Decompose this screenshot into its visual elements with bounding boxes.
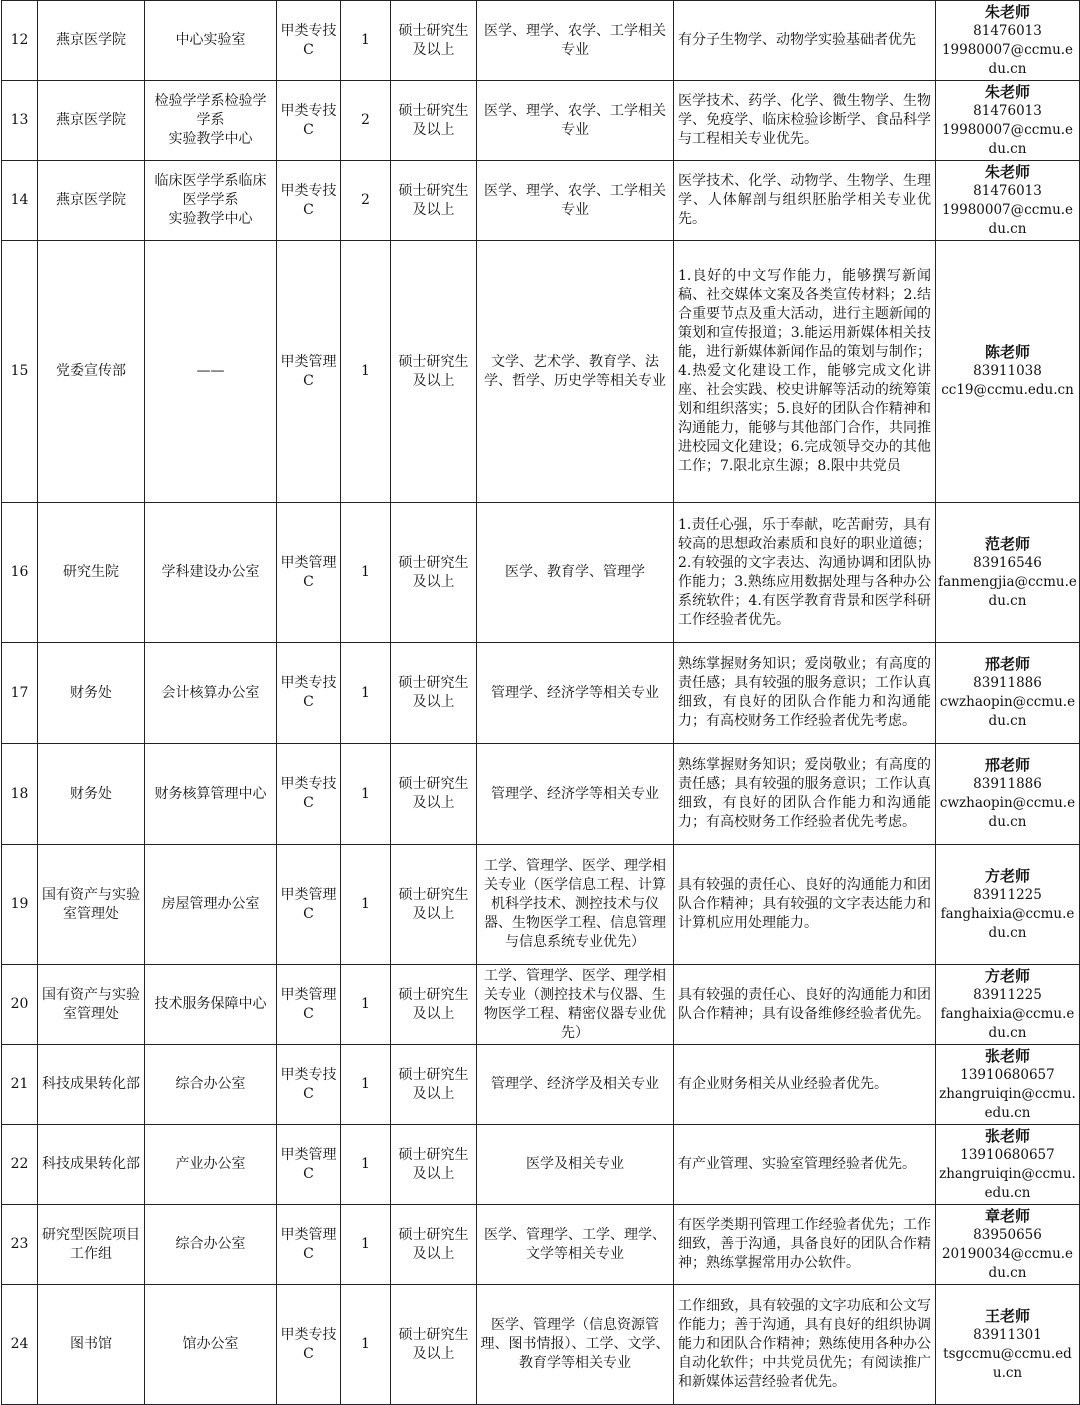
position-category: 甲类专技C [277, 643, 341, 744]
position-category: 甲类管理C [277, 241, 341, 503]
headcount: 1 [341, 744, 391, 845]
other-requirements: 有医学类期刊管理工作经验者优先；工作细致，善于沟通，具备良好的团队合作精神；熟练掌握常用办公软件。 [674, 1205, 936, 1285]
headcount: 1 [341, 1285, 391, 1405]
row-number: 13 [2, 81, 38, 161]
contact-email[interactable]: zhangruiqin@ccmu.edu.cn [939, 1085, 1076, 1121]
other-requirements: 具有较强的责任心、良好的沟通能力和团队合作精神；具有较强的文字表达能力和计算机应用处理能力。 [674, 845, 936, 965]
other-requirements: 有产业管理、实验室管理经验者优先。 [674, 1125, 936, 1205]
education-requirement: 硕士研究生及以上 [391, 965, 477, 1045]
hiring-unit: 研究生院 [38, 503, 145, 643]
other-requirements: 医学技术、药学、化学、微生物学、生物学、免疫学、临床检验诊断学、食品科学与工程相关专业优先。 [674, 81, 936, 161]
hiring-unit: 国有资产与实验室管理处 [38, 845, 145, 965]
education-requirement: 硕士研究生及以上 [391, 81, 477, 161]
contact-name: 朱老师 [984, 2, 1030, 21]
contact-name: 朱老师 [984, 82, 1030, 101]
hiring-unit: 党委宣传部 [38, 241, 145, 503]
position-category: 甲类专技C [277, 1285, 341, 1405]
contact-name: 方老师 [984, 966, 1030, 985]
position-category: 甲类管理C [277, 1205, 341, 1285]
contact-phone: 83911886 [973, 675, 1042, 691]
department: 房屋管理办公室 [145, 845, 277, 965]
table-body [2, 1, 1080, 1405]
headcount: 1 [341, 1, 391, 81]
major-requirement: 管理学、经济学等相关专业 [477, 744, 674, 845]
other-requirements: 有分子生物学、动物学实验基础者优先 [674, 1, 936, 81]
major-requirement: 管理学、经济学等相关专业 [477, 643, 674, 744]
education-requirement: 硕士研究生及以上 [391, 241, 477, 503]
education-requirement: 硕士研究生及以上 [391, 744, 477, 845]
position-category: 甲类管理C [277, 845, 341, 965]
contact-cell [936, 1, 1080, 81]
other-requirements: 具有较强的责任心、良好的沟通能力和团队合作精神；具有设备维修经验者优先。 [674, 965, 936, 1045]
position-category: 甲类专技C [277, 81, 341, 161]
row-number: 17 [2, 643, 38, 744]
major-requirement: 医学、管理学、工学、理学、文学等相关专业 [477, 1205, 674, 1285]
position-category: 甲类专技C [277, 744, 341, 845]
hiring-unit: 财务处 [38, 643, 145, 744]
row-number: 12 [2, 1, 38, 81]
table-row [2, 965, 1080, 1045]
major-requirement: 医学、理学、农学、工学相关专业 [477, 161, 674, 241]
headcount: 2 [341, 81, 391, 161]
contact-phone: 83911038 [973, 363, 1042, 379]
other-requirements: 有企业财务相关从业经验者优先。 [674, 1045, 936, 1125]
contact-phone: 83916546 [973, 554, 1042, 571]
department: 技术服务保障中心 [145, 965, 277, 1045]
major-requirement: 医学、理学、农学、工学相关专业 [477, 81, 674, 161]
hiring-unit: 研究型医院项目工作组 [38, 1205, 145, 1285]
row-number: 15 [2, 241, 38, 503]
contact-phone: 83911886 [973, 776, 1042, 792]
major-requirement: 医学、管理学（信息资源管理、图书情报）、工学、文学、教育学等相关专业 [477, 1285, 674, 1405]
contact-name: 王老师 [984, 1306, 1030, 1325]
hiring-unit: 燕京医学院 [38, 1, 145, 81]
contact-cell [936, 81, 1080, 161]
department: 学科建设办公室 [145, 503, 277, 643]
table-row [2, 1205, 1080, 1285]
contact-name: 朱老师 [984, 162, 1030, 181]
table-row [2, 1125, 1080, 1205]
contact-cell [936, 845, 1080, 965]
row-number: 19 [2, 845, 38, 965]
major-requirement: 医学、理学、农学、工学相关专业 [477, 1, 674, 81]
education-requirement: 硕士研究生及以上 [391, 1205, 477, 1285]
major-requirement: 医学及相关专业 [477, 1125, 674, 1205]
hiring-unit: 国有资产与实验室管理处 [38, 965, 145, 1045]
headcount: 1 [341, 503, 391, 643]
contact-phone: 13910680657 [960, 1146, 1055, 1163]
hiring-unit: 科技成果转化部 [38, 1125, 145, 1205]
contact-phone: 81476013 [973, 22, 1042, 39]
contact-name: 张老师 [984, 1126, 1030, 1145]
education-requirement: 硕士研究生及以上 [391, 1045, 477, 1125]
education-requirement: 硕士研究生及以上 [391, 1285, 477, 1405]
table-row [2, 643, 1080, 744]
row-number: 23 [2, 1205, 38, 1285]
major-requirement: 工学、管理学、医学、理学相关专业（医学信息工程、计算机科学技术、测控技术与仪器、生物医学工程、信息管理与信息系统专业优先） [477, 845, 674, 965]
department: 中心实验室 [145, 1, 277, 81]
position-category: 甲类专技C [277, 1045, 341, 1125]
position-category: 甲类专技C [277, 161, 341, 241]
contact-email[interactable]: cwzhaopin@ccmu.edu.cn [939, 694, 1076, 729]
department: 财务核算管理中心 [145, 744, 277, 845]
other-requirements: 1.责任心强，乐于奉献，吃苦耐劳，具有较高的思想政治素质和良好的职业道德；2.有较强的文字表达、沟通协调和团队协作能力；3.熟练应用数据处理与各种办公系统软件；4.有医学教育背景和医学科研工作经验者优先。 [674, 503, 936, 643]
education-requirement: 硕士研究生及以上 [391, 161, 477, 241]
education-requirement: 硕士研究生及以上 [391, 845, 477, 965]
contact-email[interactable]: tsgccmu@ccmu.edu.cn [943, 1345, 1072, 1381]
contact-cell [936, 1125, 1080, 1205]
contact-cell [936, 1205, 1080, 1285]
table-row [2, 1285, 1080, 1405]
table-row [2, 744, 1080, 845]
headcount: 1 [341, 845, 391, 965]
other-requirements: 熟练掌握财务知识；爱岗敬业；有高度的责任感；具有较强的服务意识；工作认真细致，有良好的团队合作能力和沟通能力；有高校财务工作经验者优先考虑。 [674, 744, 936, 845]
row-number: 16 [2, 503, 38, 643]
contact-cell [936, 744, 1080, 845]
contact-email[interactable]: 19980007@ccmu.edu.cn [941, 121, 1074, 157]
contact-name: 邢老师 [984, 655, 1030, 673]
contact-name: 方老师 [984, 866, 1030, 885]
department: 馆办公室 [145, 1285, 277, 1405]
contact-email[interactable]: 19980007@ccmu.edu.cn [941, 41, 1074, 77]
contact-cell [936, 965, 1080, 1045]
department: 产业办公室 [145, 1125, 277, 1205]
department: —— [145, 241, 277, 503]
headcount: 2 [341, 161, 391, 241]
headcount: 1 [341, 241, 391, 503]
contact-phone: 13910680657 [960, 1066, 1055, 1083]
headcount: 1 [341, 1205, 391, 1285]
contact-email[interactable]: fanmengjia@ccmu.edu.cn [938, 573, 1077, 609]
contact-email[interactable]: cwzhaopin@ccmu.edu.cn [939, 795, 1076, 830]
row-number: 14 [2, 161, 38, 241]
contact-name: 张老师 [984, 1046, 1030, 1065]
contact-email[interactable]: fanghaixia@ccmu.edu.cn [940, 905, 1075, 941]
contact-cell [936, 643, 1080, 744]
contact-phone: 83911301 [973, 1326, 1042, 1343]
hiring-unit: 财务处 [38, 744, 145, 845]
contact-cell [936, 1045, 1080, 1125]
other-requirements: 熟练掌握财务知识；爱岗敬业；有高度的责任感；具有较强的服务意识；工作认真细致，有良好的团队合作能力和沟通能力；有高校财务工作经验者优先考虑。 [674, 643, 936, 744]
contact-name: 邢老师 [984, 756, 1030, 774]
contact-cell [936, 503, 1080, 643]
position-category: 甲类专技C [277, 1, 341, 81]
contact-email[interactable]: zhangruiqin@ccmu.edu.cn [939, 1165, 1076, 1201]
contact-phone: 83911225 [973, 886, 1042, 903]
education-requirement: 硕士研究生及以上 [391, 1125, 477, 1205]
row-number: 18 [2, 744, 38, 845]
table-row [2, 845, 1080, 965]
contact-name: 陈老师 [984, 343, 1030, 361]
other-requirements: 1.良好的中文写作能力，能够撰写新闻稿、社交媒体文案及各类宣传材料；2.结合重要节点及重大活动，进行主题新闻的策划和宣传报道；3.能运用新媒体相关技能，进行新媒体新闻作品的策划与制作；4.热爱文化建设工作，能够完成文化讲座、社会实践、校史讲解等活动的统筹策划和组织落实；5.良好的团队合作精神和沟通能力，能够与其他部门合作，共同推进校园文化建设；6.完成领导交办的其他工作；7.限北京生源；8.限中共党员 [674, 241, 936, 503]
position-category: 甲类管理C [277, 965, 341, 1045]
hiring-unit: 燕京医学院 [38, 161, 145, 241]
row-number: 20 [2, 965, 38, 1045]
contact-cell [936, 161, 1080, 241]
table-row [2, 503, 1080, 643]
table-row [2, 161, 1080, 241]
headcount: 1 [341, 1045, 391, 1125]
table-row [2, 81, 1080, 161]
row-number: 24 [2, 1285, 38, 1405]
department: 临床医学学系临床医学学系 实验教学中心 [145, 161, 277, 241]
education-requirement: 硕士研究生及以上 [391, 643, 477, 744]
headcount: 1 [341, 965, 391, 1045]
table-row [2, 1, 1080, 81]
recruitment-table [1, 0, 1080, 1405]
other-requirements: 工作细致，具有较强的文字功底和公文写作能力；善于沟通，具有良好的组织协调能力和团队合作精神；熟练使用各种办公自动化软件；中共党员优先；有阅读推广和新媒体运营经验者优先。 [674, 1285, 936, 1405]
position-category: 甲类管理C [277, 1125, 341, 1205]
contact-name: 范老师 [984, 534, 1030, 553]
contact-cell [936, 241, 1080, 503]
headcount: 1 [341, 1125, 391, 1205]
hiring-unit: 燕京医学院 [38, 81, 145, 161]
contact-cell [936, 1285, 1080, 1405]
contact-phone: 81476013 [973, 102, 1042, 119]
contact-email[interactable]: 19980007@ccmu.edu.cn [941, 201, 1074, 237]
position-category: 甲类管理C [277, 503, 341, 643]
contact-phone: 83950656 [973, 1226, 1042, 1243]
major-requirement: 文学、艺术学、教育学、法学、哲学、历史学等相关专业 [477, 241, 674, 503]
row-number: 22 [2, 1125, 38, 1205]
contact-phone: 83911225 [973, 986, 1042, 1003]
department: 会计核算办公室 [145, 643, 277, 744]
contact-phone: 81476013 [973, 182, 1042, 199]
hiring-unit: 科技成果转化部 [38, 1045, 145, 1125]
other-requirements: 医学技术、化学、动物学、生物学、生理学、人体解剖与组织胚胎学相关专业优先。 [674, 161, 936, 241]
contact-email[interactable]: 20190034@ccmu.edu.cn [941, 1245, 1074, 1281]
hiring-unit: 图书馆 [38, 1285, 145, 1405]
department: 检验学学系检验学学系 实验教学中心 [145, 81, 277, 161]
headcount: 1 [341, 643, 391, 744]
contact-email[interactable]: cc19@ccmu.edu.cn [941, 382, 1074, 398]
education-requirement: 硕士研究生及以上 [391, 1, 477, 81]
department: 综合办公室 [145, 1045, 277, 1125]
contact-email[interactable]: fanghaixia@ccmu.edu.cn [940, 1005, 1075, 1041]
row-number: 21 [2, 1045, 38, 1125]
education-requirement: 硕士研究生及以上 [391, 503, 477, 643]
table-row [2, 1045, 1080, 1125]
major-requirement: 工学、管理学、医学、理学相关专业（测控技术与仪器、生物医学工程、精密仪器专业优先） [477, 965, 674, 1045]
table-row [2, 241, 1080, 503]
department: 综合办公室 [145, 1205, 277, 1285]
major-requirement: 医学、教育学、管理学 [477, 503, 674, 643]
major-requirement: 管理学、经济学及相关专业 [477, 1045, 674, 1125]
contact-name: 章老师 [984, 1206, 1030, 1225]
